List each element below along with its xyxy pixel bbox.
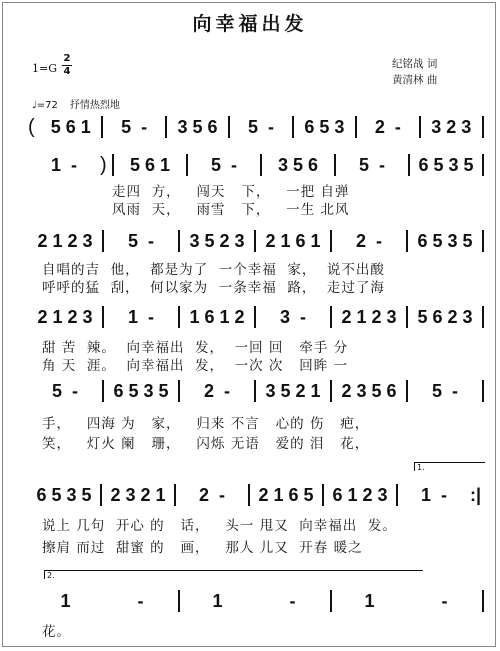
note-group: 5 6 1 bbox=[129, 154, 171, 175]
note-group: - bbox=[137, 590, 144, 611]
note-group: 3 2 3 bbox=[431, 116, 472, 137]
lyrics-line: 走四 方， 闯天 下， 一把 自弹 bbox=[112, 184, 350, 200]
tempo-value: ♩=72 bbox=[32, 100, 58, 111]
note-group: 1 6 1 2 bbox=[189, 306, 245, 327]
credits bbox=[392, 56, 437, 88]
note-group: 5 - bbox=[51, 380, 78, 401]
note-group: - bbox=[441, 590, 448, 611]
barline bbox=[482, 116, 484, 138]
note-group: 2 3 2 1 bbox=[110, 484, 166, 505]
notation-row-6 bbox=[28, 484, 484, 506]
intro-paren-open: ( bbox=[28, 115, 35, 138]
note-group: 6 5 3 5 bbox=[417, 230, 473, 251]
note-group: 1 bbox=[60, 590, 71, 611]
notation-row-2 bbox=[28, 154, 484, 176]
note-group: 1 - bbox=[127, 306, 154, 327]
lyrics-line: 甜 苦 辣。 向幸福出 发， 一回 回 牵手 分 bbox=[42, 340, 349, 356]
note-group: 3 5 6 bbox=[277, 154, 319, 175]
barline bbox=[482, 380, 484, 402]
note-group: 1 bbox=[212, 590, 223, 611]
lyrics-line: 呼呼的猛 刮， 何以家为 一条幸福 路， 走过了海 bbox=[42, 280, 385, 296]
barline bbox=[482, 306, 484, 328]
note-group: 5 6 1 bbox=[50, 116, 91, 137]
time-signature-bottom: 4 bbox=[63, 66, 71, 77]
notation-row-1 bbox=[28, 116, 484, 138]
barline bbox=[482, 154, 484, 176]
note-group: 2 - bbox=[203, 380, 230, 401]
notation-row-5 bbox=[28, 380, 484, 402]
note-group: 5 - bbox=[247, 116, 274, 137]
notation-row-7 bbox=[28, 590, 484, 612]
note-group: 6 1 2 3 bbox=[332, 484, 388, 505]
note-group: 5 - bbox=[210, 154, 237, 175]
note-group: 5 - bbox=[121, 116, 148, 137]
note-group: 3 5 6 bbox=[177, 116, 218, 137]
volta-first-ending: 1. bbox=[414, 462, 485, 471]
note-group: - bbox=[289, 590, 296, 611]
lyrics-line: 擦肩 而过 甜蜜 的 画， 那人 儿又 开春 暖之 bbox=[42, 540, 363, 556]
intro-paren-close: ) bbox=[100, 153, 107, 176]
repeat-end-sign: :| bbox=[470, 484, 482, 505]
lyrics-line: 风雨 天， 雨雪 下， 一生 北风 bbox=[112, 202, 350, 218]
note-group: 2 1 2 3 bbox=[37, 230, 93, 251]
note-group: 5 - bbox=[431, 380, 458, 401]
note-group: 2 - bbox=[198, 484, 225, 505]
note-group: 1 bbox=[364, 590, 375, 611]
note-group: 6 5 3 5 bbox=[113, 380, 169, 401]
lyrics-line: 角 天 涯。 向幸福出 发， 一次 次 回眸 一 bbox=[42, 358, 349, 374]
note-group: 6 5 3 5 bbox=[36, 484, 92, 505]
note-group: 2 1 2 3 bbox=[37, 306, 93, 327]
composer: 黄清林 曲 bbox=[392, 74, 438, 86]
lyricist: 纪铭战 词 bbox=[392, 58, 438, 70]
note-group: 1 - bbox=[50, 154, 77, 175]
note-group: 2 3 5 6 bbox=[341, 380, 397, 401]
notation-row-3 bbox=[28, 230, 484, 252]
note-group: 2 1 2 3 bbox=[341, 306, 397, 327]
note-group: 2 1 6 5 bbox=[258, 484, 314, 505]
lyrics-line: 说上 几句 开心 的 话， 头一 甩又 向幸福出 发。 bbox=[42, 518, 397, 534]
time-signature-top: 2 bbox=[63, 53, 71, 64]
note-group: 2 - bbox=[374, 116, 401, 137]
tempo-marking bbox=[32, 96, 120, 111]
lyrics-line: 花。 bbox=[42, 624, 71, 640]
notation-row-4 bbox=[28, 306, 484, 328]
note-group: 3 5 2 1 bbox=[265, 380, 321, 401]
note-group: 2 - bbox=[355, 230, 382, 251]
note-group: 3 5 2 3 bbox=[189, 230, 245, 251]
lyrics-line: 笑， 灯火 阑 珊， 闪烁 无语 爱的 泪 花， bbox=[42, 436, 370, 452]
time-signature bbox=[62, 54, 72, 77]
lyrics-line: 自唱的吉 他， 都是为了 一个幸福 家， 说不出酸 bbox=[42, 262, 385, 278]
note-group: 5 - bbox=[127, 230, 154, 251]
note-group: 6 5 3 5 bbox=[418, 154, 474, 175]
note-group: 6 5 3 bbox=[304, 116, 345, 137]
song-title: 向幸福出发 bbox=[192, 13, 308, 35]
expression-mark: 抒情热烈地 bbox=[69, 100, 120, 111]
lyrics-line: 手， 四海 为 家， 归来 不言 心的 伤 疤， bbox=[42, 416, 370, 432]
barline bbox=[482, 230, 484, 252]
note-group: 2 1 6 1 bbox=[265, 230, 321, 251]
note-group: 5 - bbox=[358, 154, 385, 175]
note-group: 1 - bbox=[420, 484, 447, 505]
note-group: 3 - bbox=[279, 306, 306, 327]
volta-second-ending: 2. bbox=[44, 570, 423, 579]
key-signature: 1=G bbox=[32, 62, 58, 75]
barline bbox=[482, 590, 484, 612]
note-group: 5 6 2 3 bbox=[417, 306, 473, 327]
